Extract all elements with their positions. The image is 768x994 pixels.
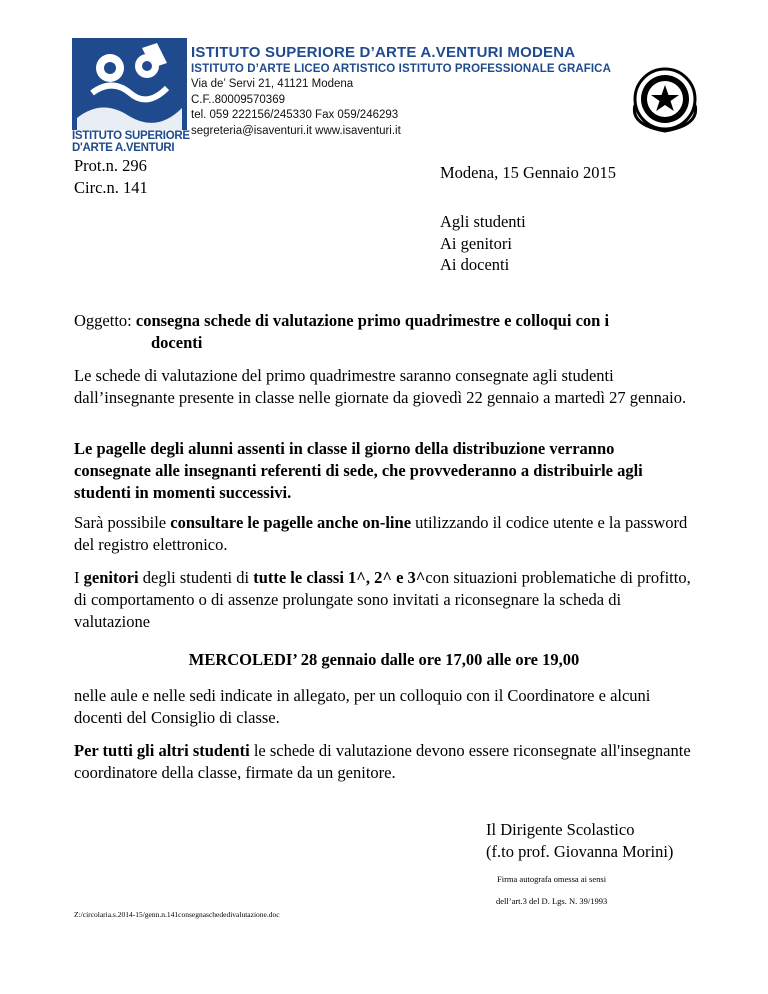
p4-c: degli studenti di xyxy=(138,568,254,587)
recipient-students: Agli studenti xyxy=(440,212,526,231)
protocol-number: Prot.n. 296 xyxy=(74,156,147,175)
paragraph-absent-students: Le pagelle degli alunni assenti in classe il giorno della distribuzione verranno consegnate alle insegnanti referenti di sede, che provvederanno a distribuirle agli studenti in momenti successivi. xyxy=(74,439,643,502)
subject-line2: docenti xyxy=(151,332,203,352)
circular-number: Circ.n. 141 xyxy=(74,178,148,197)
meeting-date: MERCOLEDI’ 28 gennaio dalle ore 17,00 alle ore 19,00 xyxy=(188,650,580,669)
institute-subtitle: ISTITUTO D’ARTE LICEO ARTISTICO ISTITUTO PROFESSIONALE GRAFICA xyxy=(191,63,611,75)
p3-c: utilizzando il codice utente e la password del registro elettronico. xyxy=(74,513,688,554)
p4-d: tutte le classi 1^, 2^ e 3^ xyxy=(253,568,426,587)
subject xyxy=(74,310,714,353)
subject-label: Oggetto: xyxy=(74,311,132,330)
p6-a: Per tutti gli altri studenti xyxy=(74,741,250,760)
paragraph-online xyxy=(74,512,694,556)
p6-b: le schede di valutazione devono essere riconsegnate all'insegnante coordinatore della classe, firmate da un genitore. xyxy=(74,741,691,782)
paragraph-parents xyxy=(74,567,694,633)
recipient-teachers: Ai docenti xyxy=(440,255,510,274)
p3-b: consultare le pagelle anche on-line xyxy=(170,513,412,532)
logo-caption-line1: ISTITUTO SUPERIORE xyxy=(72,130,190,142)
recipient-parents: Ai genitori xyxy=(440,233,512,253)
signature-name: (f.to prof. Giovanna Morini) xyxy=(486,842,674,861)
paragraph-delivery: Le schede di valutazione del primo quadrimestre saranno consegnate agli studenti dall’insegnante presente in classe nelle giornate da giovedì 22 gennaio a martedì 27 gennaio. xyxy=(74,366,687,407)
p4-a: I xyxy=(74,568,84,587)
p4-b: genitori xyxy=(83,568,139,587)
signature-note1: Firma autografa omessa ai sensi xyxy=(497,874,607,884)
republic-emblem-icon xyxy=(625,65,705,135)
paragraph-other-students xyxy=(74,740,694,784)
institute-title: ISTITUTO SUPERIORE D’ARTE A.VENTURI MODENA xyxy=(191,44,576,61)
signature-role: Il Dirigente Scolastico xyxy=(486,820,635,839)
p3-a: Sarà possibile xyxy=(74,513,171,532)
place-date: Modena, 15 Gennaio 2015 xyxy=(440,163,616,182)
signature-note2: dell’art.3 del D. Lgs. N. 39/1993 xyxy=(496,896,608,906)
logo-caption xyxy=(72,130,190,154)
file-path: Z:/circolaria.s.2014-15/genn.n.141consegnaschededivalutazione.doc xyxy=(74,910,280,919)
institute-phone: tel. 059 222156/245330 Fax 059/246293 xyxy=(191,109,399,121)
logo-caption-line2: D'ARTE A.VENTURI xyxy=(72,142,175,154)
subject-line1: consegna schede di valutazione primo quadrimestre e colloqui con i xyxy=(135,311,610,330)
institute-contacts: segreteria@isaventuri.it www.isaventuri.it xyxy=(191,124,401,137)
institute-address: Via de’ Servi 21, 41121 Modena xyxy=(191,78,354,90)
institute-cf: C.F..80009570369 xyxy=(191,93,285,106)
recipients xyxy=(440,211,526,276)
p4-e: con situazioni problematiche di profitto, di comportamento o di assenze prolungate sono invitati a riconsegnare la scheda di valutazione xyxy=(74,568,691,631)
paragraph-meeting-place: nelle aule e nelle sedi indicate in allegato, per un colloquio con il Coordinatore e alcuni docenti del Consiglio di classe. xyxy=(74,686,651,727)
letterhead xyxy=(191,44,611,139)
